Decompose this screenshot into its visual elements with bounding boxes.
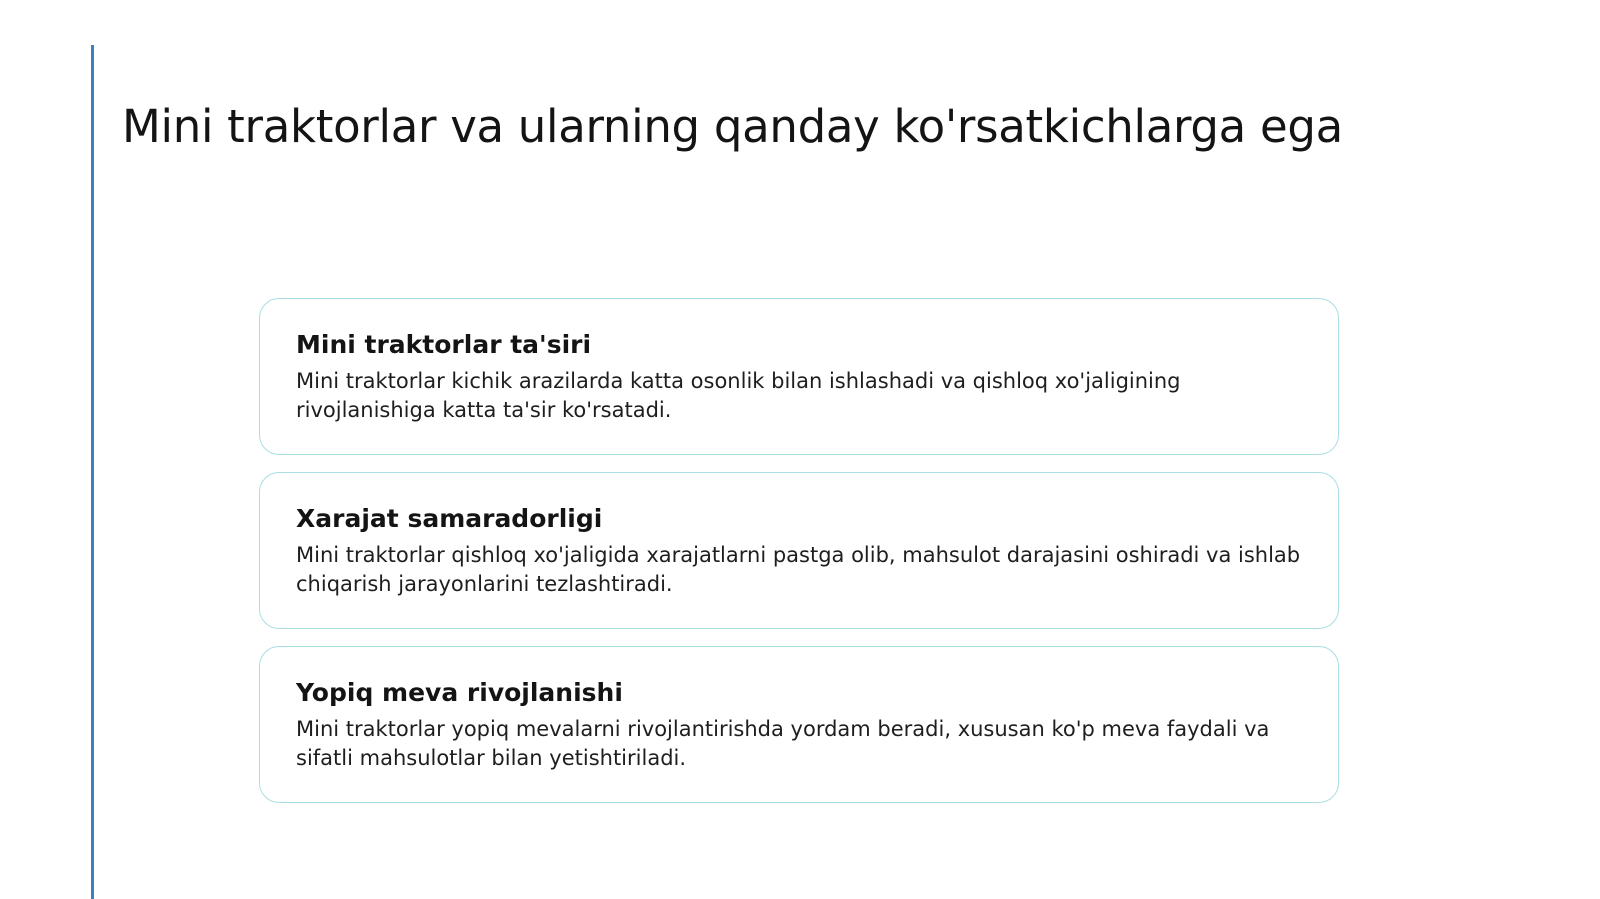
- card-title: Mini traktorlar ta'siri: [296, 330, 592, 359]
- slide-title: Mini traktorlar va ularning qanday ko'rsatkichlarga ega: [122, 100, 1343, 153]
- card-yopiq-meva-rivojlanishi: [259, 646, 1339, 803]
- card-list: [259, 298, 1339, 820]
- card-title: Xarajat samaradorligi: [296, 504, 603, 533]
- card-text: Mini traktorlar qishloq xo'jaligida xarajatlarni pastga olib, mahsulot darajasini oshiradi va ishlab chiqarish jarayonlarini tezlashtiradi.: [296, 543, 1301, 596]
- accent-bar: [91, 45, 94, 899]
- card-title: Yopiq meva rivojlanishi: [296, 678, 623, 707]
- card-text: Mini traktorlar kichik arazilarda katta osonlik bilan ishlashadi va qishloq xo'jaligining rivojlanishiga katta ta'sir ko'rsatadi.: [296, 369, 1181, 422]
- card-text: Mini traktorlar yopiq mevalarni rivojlantirishda yordam beradi, xususan ko'p meva faydali va sifatli mahsulotlar bilan yetishtiriladi.: [296, 717, 1270, 770]
- card-mini-traktorlar-tasiri: [259, 298, 1339, 455]
- card-xarajat-samaradorligi: [259, 472, 1339, 629]
